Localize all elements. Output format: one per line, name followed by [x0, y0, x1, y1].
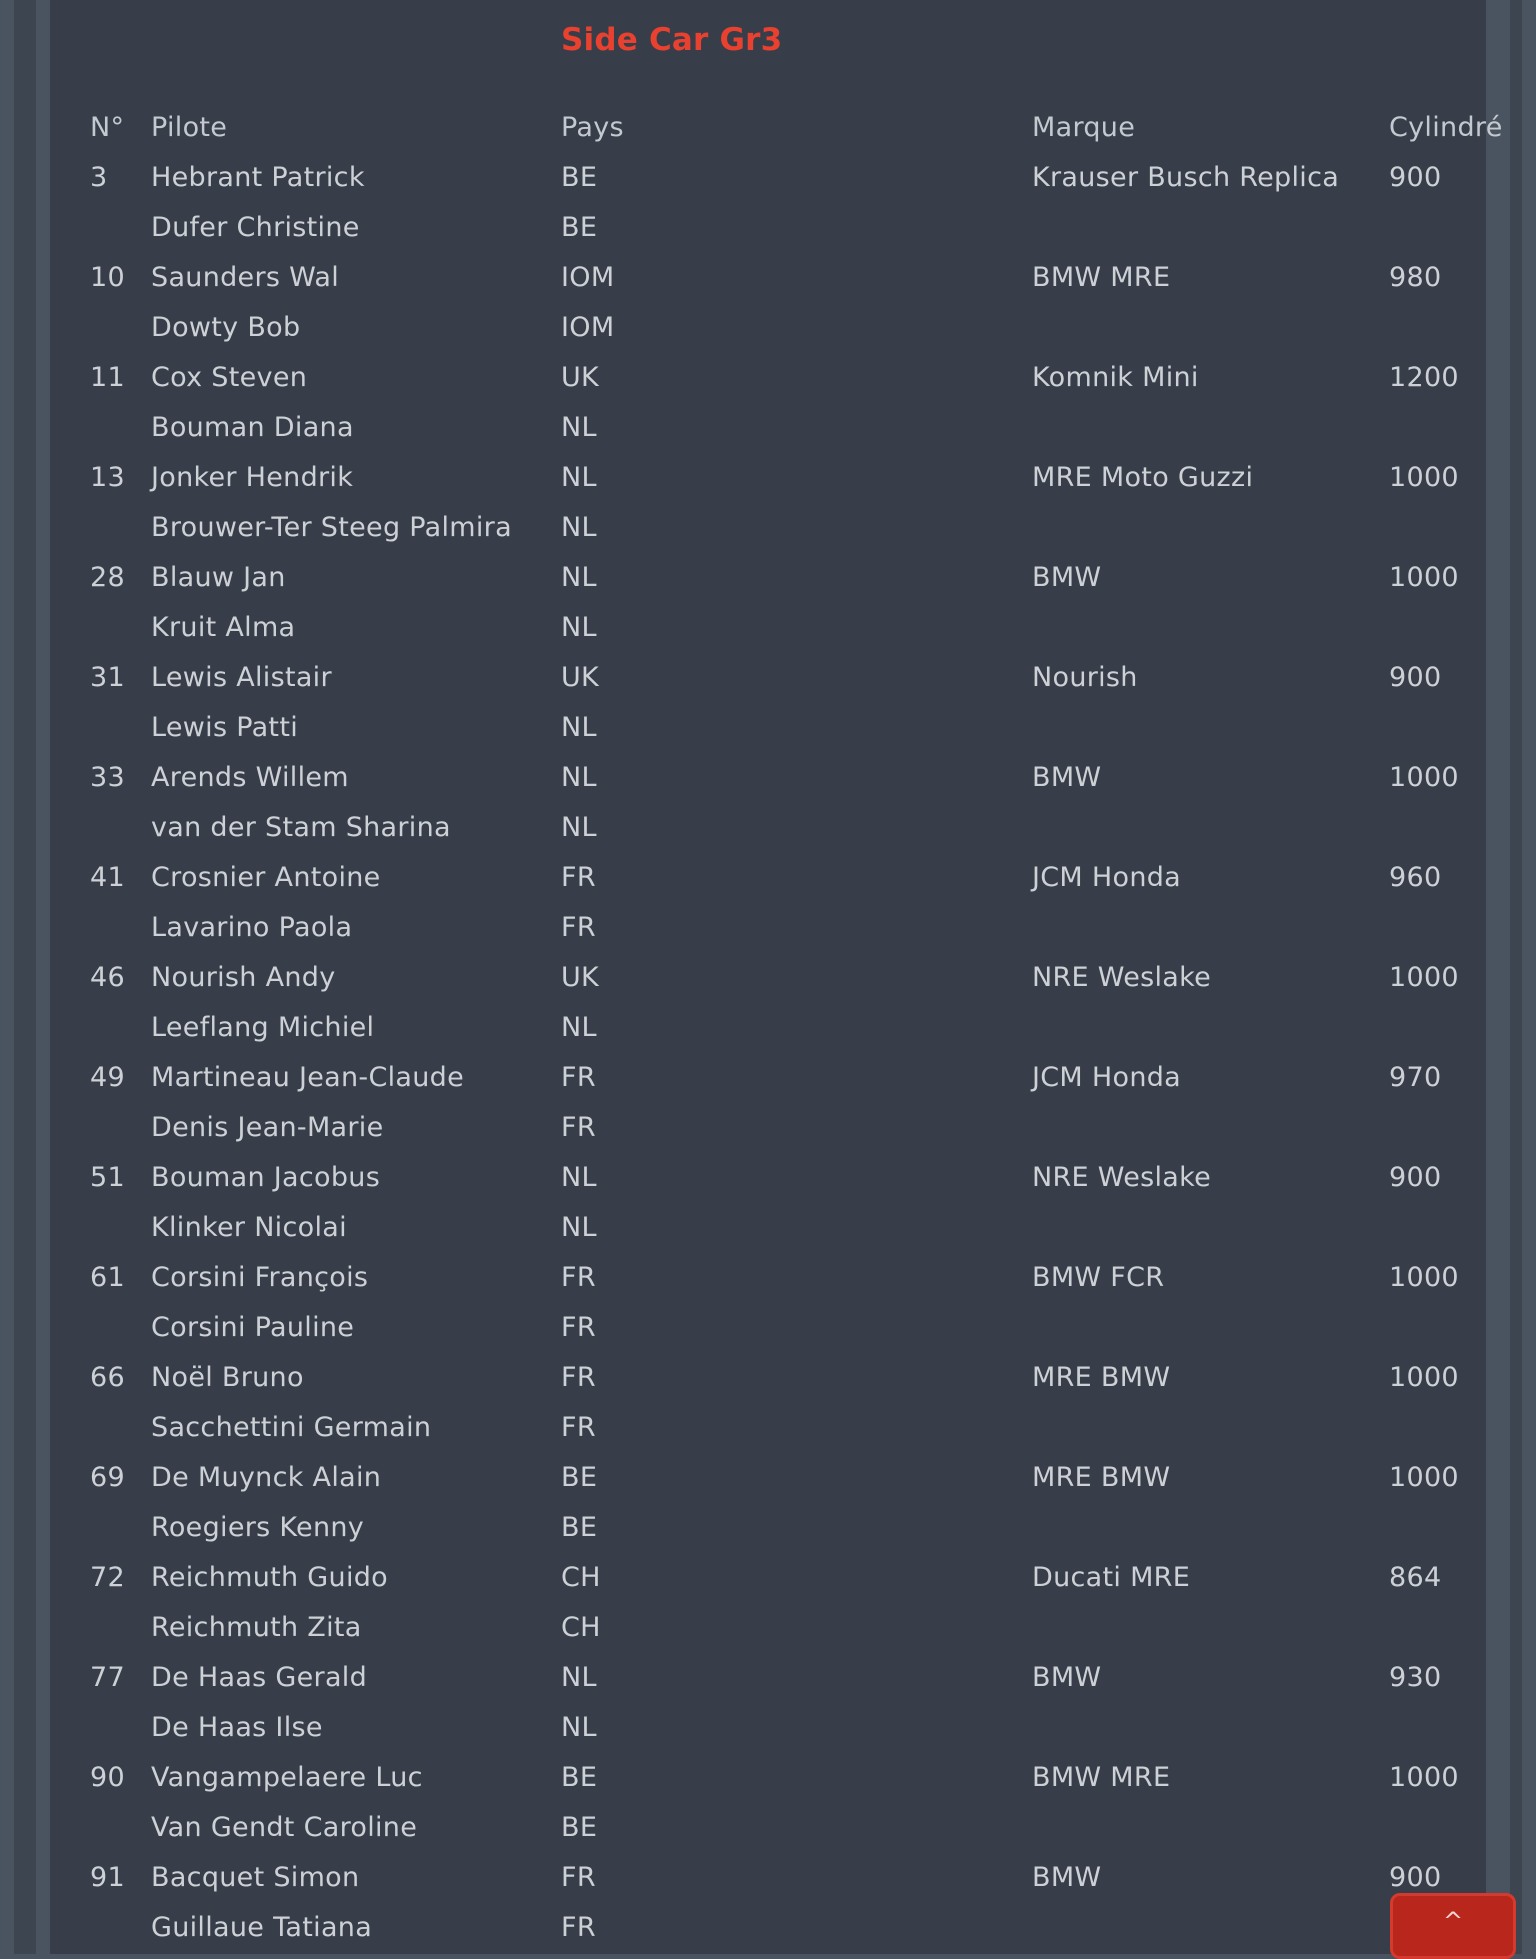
row-marque: JCM Honda [1032, 1062, 1182, 1093]
page-title: Side Car Gr3 [561, 22, 783, 58]
row-num: 3 [90, 162, 108, 193]
row-pays: FR [561, 1062, 596, 1093]
row-num: 13 [90, 462, 125, 493]
row-pilote: Lewis Patti [151, 712, 299, 743]
row-pays: FR [561, 912, 596, 943]
row-pays: FR [561, 1262, 596, 1293]
row-pilote: Corsini Pauline [151, 1312, 355, 1343]
row-cylindree: 900 [1389, 162, 1442, 193]
row-marque: Komnik Mini [1032, 362, 1199, 393]
row-pilote: Van Gendt Caroline [151, 1812, 418, 1843]
header-marque: Marque [1032, 112, 1136, 143]
row-cylindree: 930 [1389, 1662, 1442, 1693]
scrollbar-track[interactable] [1510, 0, 1522, 1954]
table-row [50, 1152, 1486, 1202]
row-pays: BE [561, 212, 598, 243]
row-pays: NL [561, 412, 597, 443]
scroll-to-top-button[interactable]: ^ [1390, 1893, 1516, 1959]
table-row [50, 1552, 1486, 1602]
table-row [50, 1052, 1486, 1102]
row-marque: Ducati MRE [1032, 1562, 1191, 1593]
row-num: 49 [90, 1062, 125, 1093]
table-row [50, 152, 1486, 202]
row-marque: BMW MRE [1032, 262, 1171, 293]
row-marque: BMW MRE [1032, 1762, 1171, 1793]
table-row [50, 702, 1486, 752]
row-pilote: Roegiers Kenny [151, 1512, 365, 1543]
table-row [50, 1002, 1486, 1052]
table-row [50, 1202, 1486, 1252]
row-pays: FR [561, 1862, 596, 1893]
table-row [50, 902, 1486, 952]
row-pilote: Martineau Jean-Claude [151, 1062, 465, 1093]
table-row [50, 1702, 1486, 1752]
row-pilote: Sacchettini Germain [151, 1412, 432, 1443]
table-row [50, 552, 1486, 602]
row-cylindree: 1000 [1389, 462, 1459, 493]
row-marque: BMW [1032, 762, 1102, 793]
table-row [50, 1402, 1486, 1452]
header-num: N° [90, 112, 125, 143]
row-num: 51 [90, 1162, 125, 1193]
row-pilote: Bacquet Simon [151, 1862, 360, 1893]
row-pilote: van der Stam Sharina [151, 812, 451, 843]
table-row [50, 1902, 1486, 1952]
row-pilote: Corsini François [151, 1262, 369, 1293]
row-num: 31 [90, 662, 125, 693]
row-pilote: Dufer Christine [151, 212, 360, 243]
row-pilote: Nourish Andy [151, 962, 336, 993]
row-pays: NL [561, 1162, 597, 1193]
row-pays: IOM [561, 262, 615, 293]
row-cylindree: 980 [1389, 262, 1442, 293]
row-pilote: Lewis Alistair [151, 662, 332, 693]
row-pays: BE [561, 1762, 598, 1793]
table-row [50, 602, 1486, 652]
row-marque: NRE Weslake [1032, 962, 1212, 993]
table-row [50, 1102, 1486, 1152]
row-marque: BMW [1032, 1662, 1102, 1693]
row-pilote: Bouman Jacobus [151, 1162, 381, 1193]
row-pays: NL [561, 1212, 597, 1243]
table-row [50, 502, 1486, 552]
row-pays: FR [561, 1912, 596, 1943]
row-cylindree: 864 [1389, 1562, 1442, 1593]
row-num: 28 [90, 562, 125, 593]
row-num: 61 [90, 1262, 125, 1293]
row-pays: NL [561, 462, 597, 493]
table-row [50, 202, 1486, 252]
row-pilote: Cox Steven [151, 362, 308, 393]
row-pays: UK [561, 662, 600, 693]
row-pilote: Blauw Jan [151, 562, 286, 593]
table-row [50, 852, 1486, 902]
row-cylindree: 960 [1389, 862, 1442, 893]
row-num: 72 [90, 1562, 125, 1593]
row-num: 46 [90, 962, 125, 993]
row-pilote: Reichmuth Zita [151, 1612, 362, 1643]
row-cylindree: 1000 [1389, 762, 1459, 793]
row-pilote: Vangampelaere Luc [151, 1762, 423, 1793]
table-row [50, 752, 1486, 802]
row-cylindree: 900 [1389, 1162, 1442, 1193]
table-header [50, 102, 1503, 152]
row-cylindree: 1200 [1389, 362, 1459, 393]
row-pays: FR [561, 1312, 596, 1343]
row-pays: NL [561, 562, 597, 593]
row-pays: NL [561, 1012, 597, 1043]
row-cylindree: 1000 [1389, 1262, 1459, 1293]
row-pilote: De Muynck Alain [151, 1462, 382, 1493]
table-row [50, 1352, 1486, 1402]
row-num: 10 [90, 262, 125, 293]
table-row [50, 1502, 1486, 1552]
row-pilote: Denis Jean-Marie [151, 1112, 384, 1143]
row-pays: NL [561, 762, 597, 793]
row-marque: BMW FCR [1032, 1262, 1165, 1293]
results-panel [50, 0, 1503, 1954]
header-pays: Pays [561, 112, 624, 143]
row-pays: NL [561, 812, 597, 843]
table-row [50, 1602, 1486, 1652]
row-cylindree: 1000 [1389, 1762, 1459, 1793]
row-pilote: Kruit Alma [151, 612, 296, 643]
row-cylindree: 1000 [1389, 1462, 1459, 1493]
table-row [50, 652, 1486, 702]
row-pilote: Brouwer-Ter Steeg Palmira [151, 512, 512, 543]
row-marque: Nourish [1032, 662, 1138, 693]
row-pilote: Bouman Diana [151, 412, 354, 443]
row-cylindree: 1000 [1389, 962, 1459, 993]
row-pays: FR [561, 1412, 596, 1443]
row-pilote: De Haas Gerald [151, 1662, 368, 1693]
table-row [50, 1802, 1486, 1852]
row-pays: NL [561, 1712, 597, 1743]
table-row [50, 1302, 1486, 1352]
row-cylindree: 1000 [1389, 562, 1459, 593]
row-pilote: Noël Bruno [151, 1362, 304, 1393]
row-pays: BE [561, 162, 598, 193]
table-row [50, 802, 1486, 852]
row-pays: NL [561, 712, 597, 743]
table-row [50, 952, 1486, 1002]
row-pays: FR [561, 1112, 596, 1143]
table-row [50, 1452, 1486, 1502]
row-pays: NL [561, 512, 597, 543]
row-pilote: Klinker Nicolai [151, 1212, 347, 1243]
row-marque: MRE BMW [1032, 1362, 1171, 1393]
row-pilote: Leeflang Michiel [151, 1012, 375, 1043]
row-pilote: Dowty Bob [151, 312, 301, 343]
row-cylindree: 1000 [1389, 1362, 1459, 1393]
row-pilote: Reichmuth Guido [151, 1562, 389, 1593]
row-pays: UK [561, 362, 600, 393]
row-pays: CH [561, 1562, 601, 1593]
table-row [50, 402, 1486, 452]
left-border-stripe [14, 0, 36, 1954]
row-pays: UK [561, 962, 600, 993]
table-row [50, 302, 1486, 352]
row-cylindree: 900 [1389, 1862, 1442, 1893]
row-pilote: Crosnier Antoine [151, 862, 381, 893]
row-pilote: Hebrant Patrick [151, 162, 365, 193]
row-pays: BE [561, 1812, 598, 1843]
row-num: 33 [90, 762, 125, 793]
table-row [50, 1752, 1486, 1802]
row-num: 66 [90, 1362, 125, 1393]
row-marque: BMW [1032, 562, 1102, 593]
header-cylindree: Cylindré [1389, 112, 1503, 143]
row-pilote: Arends Willem [151, 762, 349, 793]
row-pays: BE [561, 1512, 598, 1543]
row-pays: BE [561, 1462, 598, 1493]
header-pilote: Pilote [151, 112, 228, 143]
table-row [50, 452, 1486, 502]
row-pays: FR [561, 862, 596, 893]
table-row [50, 252, 1486, 302]
row-marque: NRE Weslake [1032, 1162, 1212, 1193]
row-pilote: Guillaue Tatiana [151, 1912, 373, 1943]
row-num: 77 [90, 1662, 125, 1693]
row-pilote: Saunders Wal [151, 262, 340, 293]
row-num: 91 [90, 1862, 125, 1893]
table-row [50, 352, 1486, 402]
row-cylindree: 900 [1389, 662, 1442, 693]
row-pays: NL [561, 612, 597, 643]
row-cylindree: 970 [1389, 1062, 1442, 1093]
row-pilote: Lavarino Paola [151, 912, 353, 943]
table-row [50, 1852, 1486, 1902]
row-pilote: Jonker Hendrik [151, 462, 354, 493]
row-pays: FR [561, 1362, 596, 1393]
row-pilote: De Haas Ilse [151, 1712, 323, 1743]
row-marque: Krauser Busch Replica [1032, 162, 1340, 193]
row-pays: IOM [561, 312, 615, 343]
row-marque: BMW [1032, 1862, 1102, 1893]
table-row [50, 1652, 1486, 1702]
row-num: 69 [90, 1462, 125, 1493]
row-num: 41 [90, 862, 125, 893]
row-pays: CH [561, 1612, 601, 1643]
row-marque: MRE Moto Guzzi [1032, 462, 1254, 493]
row-pays: NL [561, 1662, 597, 1693]
row-num: 90 [90, 1762, 125, 1793]
row-num: 11 [90, 362, 125, 393]
row-marque: JCM Honda [1032, 862, 1182, 893]
table-row [50, 1252, 1486, 1302]
row-marque: MRE BMW [1032, 1462, 1171, 1493]
